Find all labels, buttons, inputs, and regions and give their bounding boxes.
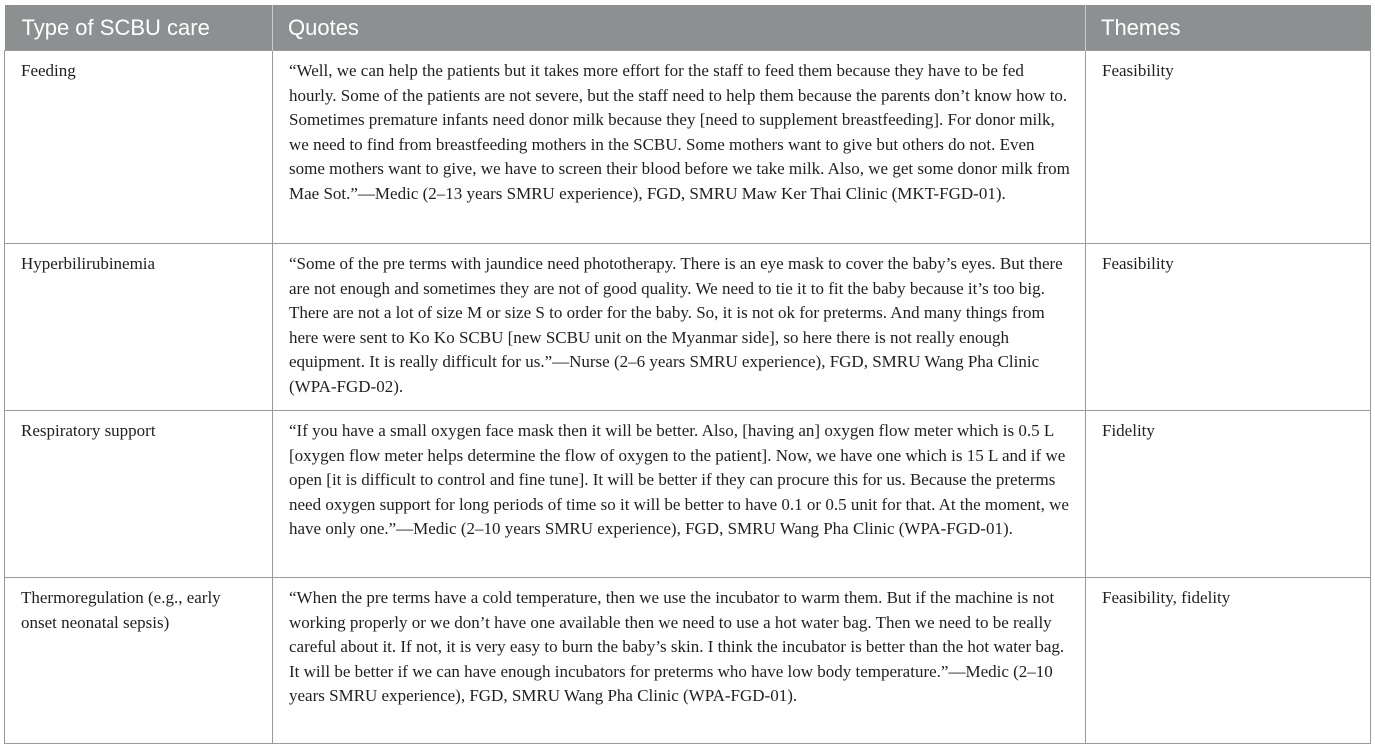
cell-quote: “Well, we can help the patients but it takes more effort for the staff to feed them because they have to be fed hourly. Some of the patients are not severe, but the staff need to help them because the parents don’t know how to. Sometimes premature infants need donor milk because they [need to supplement breastfeeding]. For donor milk, we need to find from breastfeeding mothers in the SCBU. Some mothers want to give but others do not. Even some mothers want to give, we have to screen their blood before we take milk. Also, we get some donor milk from Mae Sot.”—Medic (2–13 years SMRU experience), FGD, SMRU Maw Ker Thai Clinic (MKT-FGD-01). (273, 51, 1086, 244)
cell-type: Respiratory support (5, 411, 273, 578)
table-row (5, 411, 1371, 578)
header-type: Type of SCBU care (5, 5, 273, 51)
cell-quote: “When the pre terms have a cold temperature, then we use the incubator to warm them. But if the machine is not working properly or we don’t have one available then we need to use a hot water bag. Then we need to be really careful about it. If not, it is very easy to burn the baby’s skin. I think the incubator is better than the hot water bag. It will be better if we can have enough incubators for preterms who have low body temperature.”—Medic (2–10 years SMRU experience), FGD, SMRU Wang Pha Clinic (WPA-FGD-01). (273, 578, 1086, 744)
cell-themes: Fidelity (1086, 411, 1371, 578)
table-header (5, 5, 1371, 51)
cell-type: Feeding (5, 51, 273, 244)
table-row (5, 51, 1371, 244)
cell-themes: Feasibility (1086, 244, 1371, 411)
cell-themes: Feasibility (1086, 51, 1371, 244)
table-row (5, 244, 1371, 411)
header-themes: Themes (1086, 5, 1371, 51)
scbu-quotes-table (4, 5, 1371, 744)
cell-quote: “If you have a small oxygen face mask then it will be better. Also, [having an] oxygen flow meter which is 0.5 L [oxygen flow meter helps determine the flow of oxygen to the patient]. Now, we have one which is 15 L and if we open [it is difficult to control and fine tune]. It will be better if they can procure this for us. Because the preterms need oxygen support for long periods of time so it will be better to have 0.1 or 0.5 unit for that. At the moment, we have only one.”—Medic (2–10 years SMRU experience), FGD, SMRU Wang Pha Clinic (WPA-FGD-01). (273, 411, 1086, 578)
cell-quote: “Some of the pre terms with jaundice need phototherapy. There is an eye mask to cover the baby’s eyes. But there are not enough and sometimes they are not of good quality. We need to tie it to fit the baby because it’s too big. There are not a lot of size M or size S to order for the baby. So, it is not ok for preterms. And many things from here were sent to Ko Ko SCBU [new SCBU unit on the Myanmar side], so here there is not really enough equipment. It is really difficult for us.”—Nurse (2–6 years SMRU experience), FGD, SMRU Wang Pha Clinic (WPA-FGD-02). (273, 244, 1086, 411)
cell-themes: Feasibility, fidelity (1086, 578, 1371, 744)
table-row (5, 578, 1371, 744)
header-quotes: Quotes (273, 5, 1086, 51)
cell-type: Hyperbilirubinemia (5, 244, 273, 411)
cell-type: Thermoregulation (e.g., early onset neonatal sepsis) (5, 578, 273, 744)
